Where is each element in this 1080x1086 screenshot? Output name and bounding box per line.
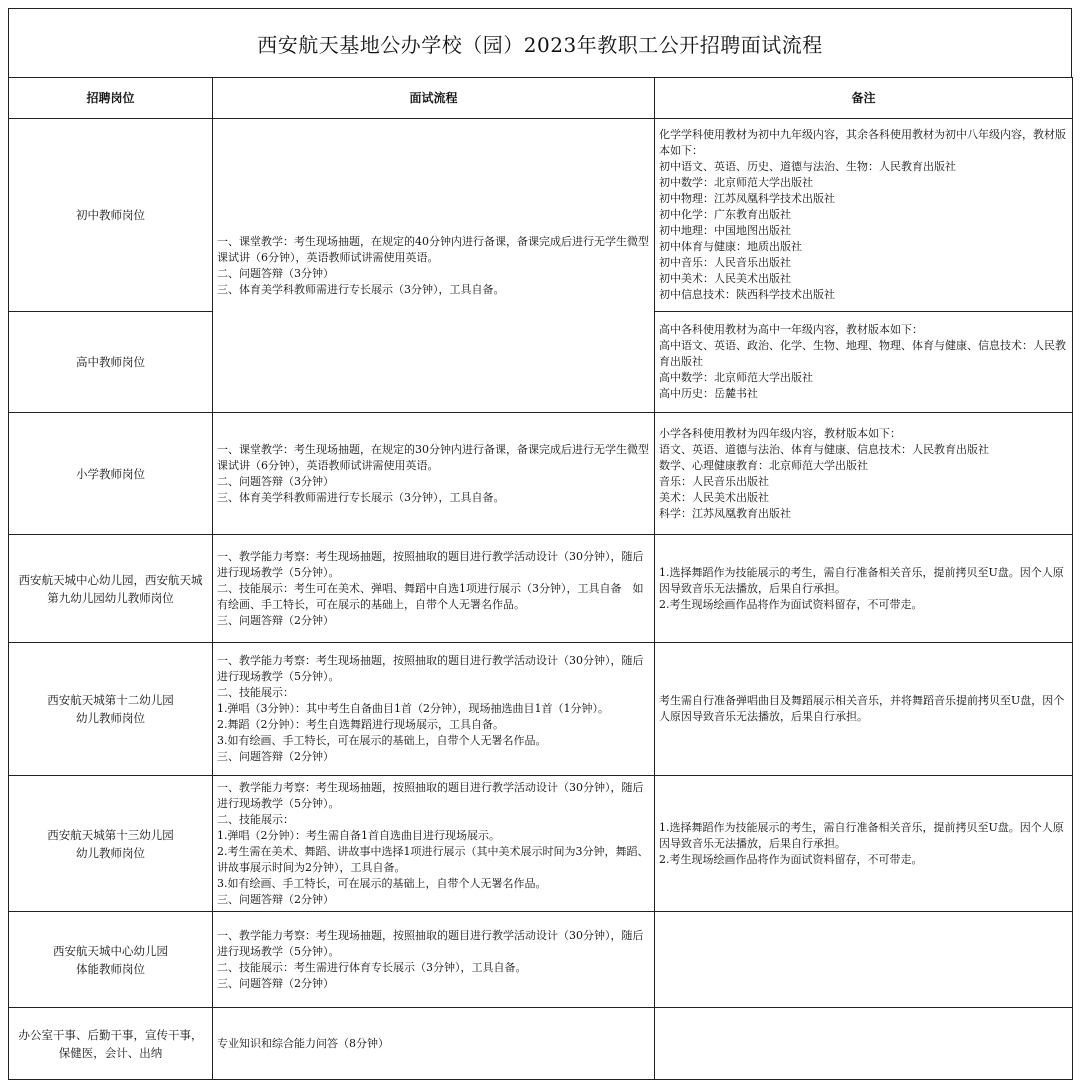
remarks-line: 初中美术：人民美术出版社: [659, 272, 791, 285]
remarks-line: 初中语文、英语、历史、道德与法治、生物：人民教育出版社: [659, 160, 956, 173]
process-line: 二、技能展示：考生可在美术、弹唱、舞蹈中自选1项进行展示（3分钟），工具自备 如有绘画、手工特长，可在展示的基础上，自带个人无署名作品。: [217, 581, 644, 611]
process-line: 3.如有绘画、手工特长，可在展示的基础上，自带个人无署名作品。: [217, 876, 547, 890]
table-row: [9, 119, 1073, 312]
position-text: 体能教师岗位: [76, 961, 145, 976]
process-line: 一、课堂教学：考生现场抽题，在规定的40分钟内进行备课，备课完成后进行无学生微型课试讲（6分钟），英语教师试讲需使用英语。: [217, 234, 649, 264]
position-cell: [9, 912, 213, 1008]
process-line: 3.如有绘画、手工特长，可在展示的基础上，自带个人无署名作品。: [217, 734, 547, 747]
process-line: 二、技能展示：: [217, 812, 294, 826]
table-row: [9, 776, 1073, 912]
process-line: 1.弹唱（2分钟）：考生需自备1首自选曲目进行现场展示。: [217, 828, 500, 842]
header-remarks: 备注: [655, 78, 1073, 119]
table-row: [9, 1008, 1073, 1080]
position-text: 初中教师岗位: [76, 208, 145, 222]
remarks-cell: [655, 776, 1073, 912]
position-text: 西安航天城中心幼儿园: [53, 943, 168, 958]
process-line: 一、教学能力考察：考生现场抽题，按照抽取的题目进行教学活动设计（30分钟），随后进行现场教学（5分钟）。: [217, 928, 644, 958]
remarks-cell: [655, 1008, 1073, 1080]
remarks-line: 初中数学：北京师范大学出版社: [659, 176, 813, 189]
position-cell: [9, 1008, 213, 1080]
remarks-cell: [655, 312, 1073, 413]
process-cell: [213, 1008, 655, 1080]
process-line: 一、教学能力考察：考生现场抽题，按照抽取的题目进行教学活动设计（30分钟），随后进行现场教学（5分钟）。: [217, 654, 644, 683]
remarks-line: 1.选择舞蹈作为技能展示的考生，需自行准备相关音乐，提前拷贝至U盘。因个人原因导致音乐无法播放，后果自行承担。: [659, 820, 1064, 850]
process-line: 三、问题答辩（2分钟）: [217, 613, 334, 627]
remarks-line: 初中化学：广东教育出版社: [659, 208, 791, 221]
position-text: 幼儿教师岗位: [76, 711, 145, 725]
process-line: 一、课堂教学：考生现场抽题，在规定的30分钟内进行备课，备课完成后进行无学生微型课试讲（6分钟），英语教师试讲需使用英语。: [217, 442, 649, 472]
process-cell: [213, 119, 655, 413]
remarks-line: 初中物理：江苏凤凰科学技术出版社: [659, 192, 835, 205]
process-line: 一、教学能力考察：考生现场抽题，按照抽取的题目进行教学活动设计（30分钟），随后进行现场教学（5分钟）。: [217, 549, 644, 579]
document-title: 西安航天基地公办学校（园）2023年教职工公开招聘面试流程: [8, 8, 1072, 77]
remarks-line: 初中音乐：人民音乐出版社: [659, 256, 791, 269]
process-line: 三、问题答辩（2分钟）: [217, 976, 334, 990]
interview-process-table: [8, 77, 1073, 1080]
process-cell: [213, 535, 655, 643]
remarks-cell: [655, 912, 1073, 1008]
process-line: 三、问题答辩（2分钟）: [217, 892, 334, 906]
process-line: 2.考生需在美术、舞蹈、讲故事中选择1项进行展示（其中美术展示时间为3分钟，舞蹈、讲故事展示时间为2分钟），工具自备。: [217, 844, 649, 874]
remarks-line: 初中地理：中国地图出版社: [659, 224, 791, 237]
remarks-line: 高中各科使用教材为高中一年级内容，教材版本如下：: [659, 323, 923, 336]
position-cell: [9, 413, 213, 535]
remarks-line: 高中历史：岳麓书社: [659, 387, 758, 400]
document-page: [8, 8, 1072, 1078]
remarks-cell: [655, 643, 1073, 776]
process-line: 1.弹唱（3分钟）：其中考生自备曲目1首（2分钟），现场抽选曲目1首（1分钟）。: [217, 702, 609, 715]
header-process: 面试流程: [213, 78, 655, 119]
table-header-row: [9, 78, 1073, 119]
remarks-line: 化学学科使用教材为初中九年级内容，其余各科使用教材为初中八年级内容，教材版本如下：: [659, 128, 1066, 157]
process-cell: [213, 776, 655, 912]
position-text: 办公室干事、后勤干事，宣传干事，保健医，会计、出纳: [18, 1027, 203, 1060]
process-line: 二、问题答辩（3分钟）: [217, 266, 334, 280]
remarks-line: 音乐：人民音乐出版社: [659, 474, 769, 488]
remarks-line: 数学、心理健康教育：北京师范大学出版社: [659, 458, 868, 472]
position-cell: [9, 643, 213, 776]
process-cell: [213, 912, 655, 1008]
position-text: 高中教师岗位: [76, 355, 145, 369]
process-line: 三、体育美学科教师需进行专长展示（3分钟），工具自备。: [217, 490, 505, 504]
process-line: 二、技能展示：: [217, 686, 294, 699]
position-cell: [9, 776, 213, 912]
position-cell: [9, 312, 213, 413]
remarks-line: 考生需自行准备弹唱曲目及舞蹈展示相关音乐，并将舞蹈音乐提前拷贝至U盘，因个人原因导致音乐无法播放，后果自行承担。: [659, 694, 1065, 723]
remarks-cell: [655, 535, 1073, 643]
position-text: 小学教师岗位: [76, 466, 145, 481]
process-cell: [213, 643, 655, 776]
remarks-line: 初中信息技术：陕西科学技术出版社: [659, 288, 835, 301]
position-text: 西安航天城中心幼儿园，西安航天城第九幼儿园幼儿教师岗位: [18, 572, 203, 605]
table-row: [9, 535, 1073, 643]
table-row: [9, 413, 1073, 535]
process-line: 二、问题答辩（3分钟）: [217, 474, 334, 488]
remarks-line: 2.考生现场绘画作品将作为面试资料留存，不可带走。: [659, 852, 923, 866]
remarks-line: 语文、英语、道德与法治、体育与健康、信息技术：人民教育出版社: [659, 442, 989, 456]
remarks-line: 科学：江苏凤凰教育出版社: [659, 506, 791, 520]
process-cell: [213, 413, 655, 535]
position-cell: [9, 119, 213, 312]
remarks-cell: [655, 119, 1073, 312]
process-line: 一、教学能力考察：考生现场抽题，按照抽取的题目进行教学活动设计（30分钟），随后进行现场教学（5分钟）。: [217, 780, 644, 810]
process-line: 专业知识和综合能力问答（8分钟）: [217, 1036, 389, 1050]
remarks-line: 高中语文、英语、政治、化学、生物、地理、物理、体育与健康、信息技术：人民教育出版社: [659, 339, 1066, 368]
process-line: 二、技能展示：考生需进行体育专长展示（3分钟），工具自备。: [217, 960, 527, 974]
table-row: [9, 912, 1073, 1008]
position-text: 幼儿教师岗位: [76, 845, 145, 860]
remarks-line: 美术：人民美术出版社: [659, 490, 769, 504]
table-row: [9, 643, 1073, 776]
process-line: 三、体育美学科教师需进行专长展示（3分钟），工具自备。: [217, 282, 505, 296]
position-text: 西安航天城第十二幼儿园: [47, 693, 174, 707]
process-line: 2.舞蹈（2分钟）：考生自选舞蹈进行现场展示，工具自备。: [217, 718, 504, 731]
remarks-cell: [655, 413, 1073, 535]
remarks-line: 2.考生现场绘画作品将作为面试资料留存，不可带走。: [659, 597, 923, 611]
remarks-line: 初中体育与健康：地质出版社: [659, 240, 802, 253]
remarks-line: 1.选择舞蹈作为技能展示的考生，需自行准备相关音乐，提前拷贝至U盘。因个人原因导致音乐无法播放，后果自行承担。: [659, 565, 1064, 595]
position-text: 西安航天城第十三幼儿园: [47, 827, 174, 842]
process-line: 三、问题答辩（2分钟）: [217, 750, 334, 763]
remarks-line: 高中数学：北京师范大学出版社: [659, 371, 813, 384]
remarks-line: 小学各科使用教材为四年级内容，教材版本如下：: [659, 426, 901, 440]
header-position: 招聘岗位: [9, 78, 213, 119]
position-cell: [9, 535, 213, 643]
